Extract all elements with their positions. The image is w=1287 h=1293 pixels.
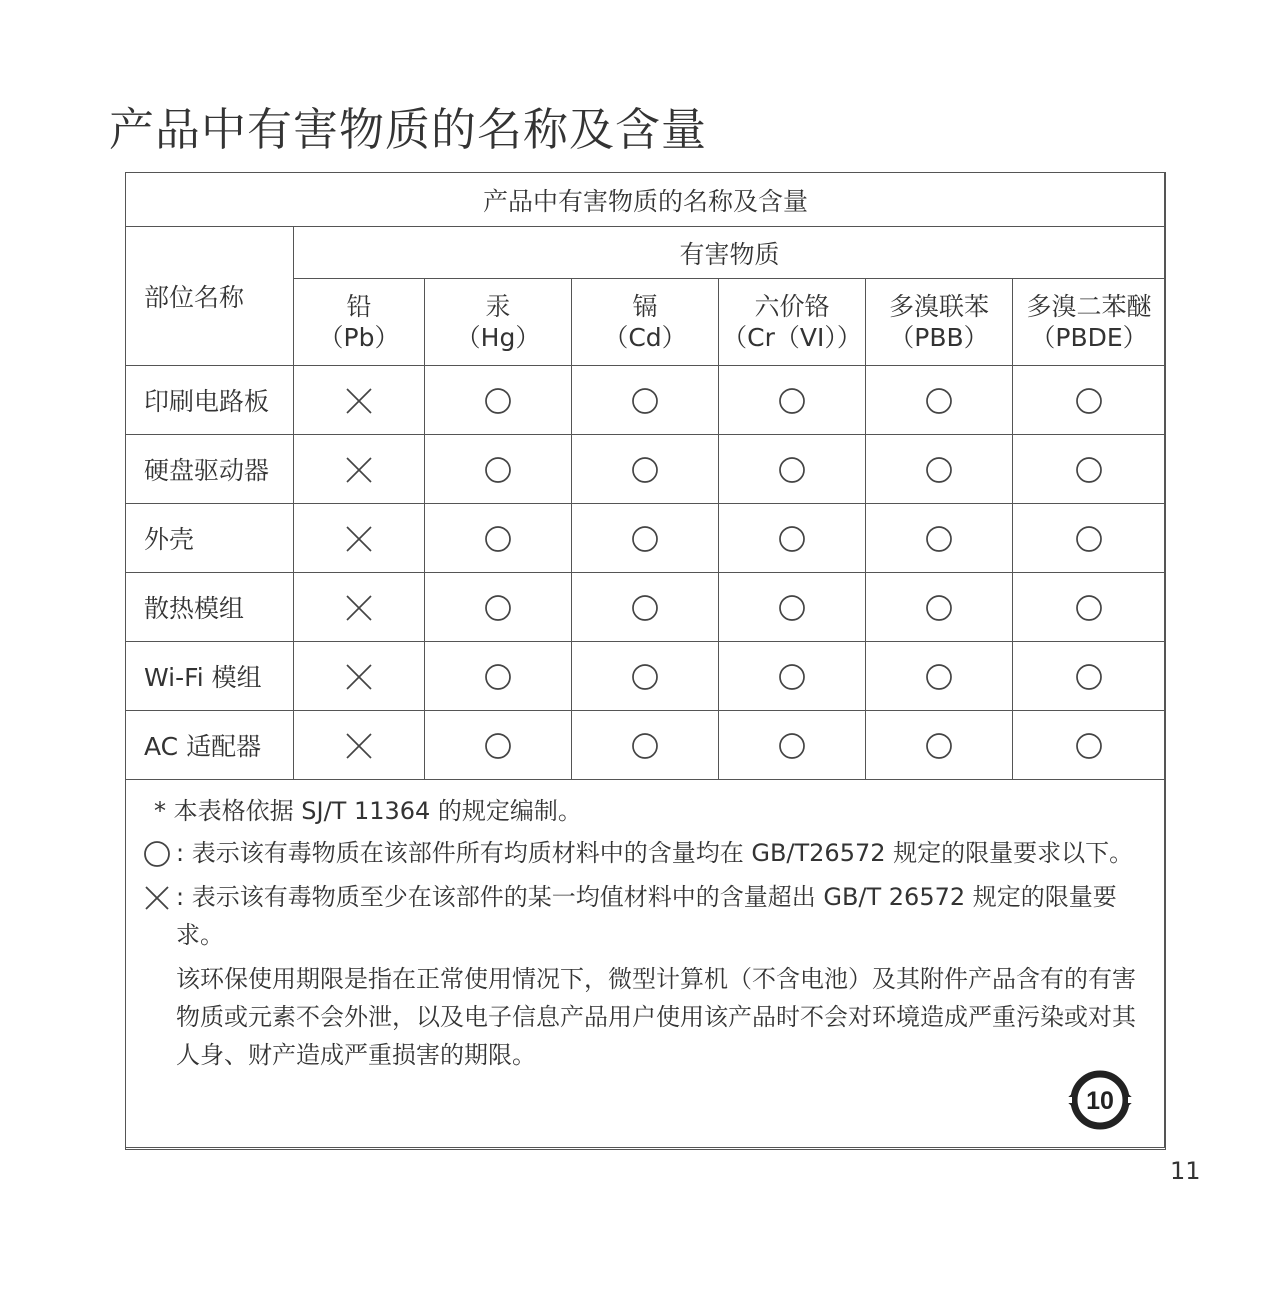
part-name-cell: 外壳 xyxy=(126,504,294,573)
substance-cell xyxy=(294,435,425,504)
table-caption: 产品中有害物质的名称及含量 xyxy=(126,173,1166,227)
part-name-header: 部位名称 xyxy=(126,227,294,366)
circle-icon xyxy=(1075,387,1103,415)
cross-icon xyxy=(345,732,373,760)
substance-cell xyxy=(294,711,425,780)
circle-icon xyxy=(631,525,659,553)
substance-cell xyxy=(719,504,866,573)
part-name-cell: 硬盘驱动器 xyxy=(126,435,294,504)
substance-cell xyxy=(572,366,719,435)
substance-cell xyxy=(719,642,866,711)
circle-note xyxy=(140,834,1155,872)
substance-group-header: 有害物质 xyxy=(294,227,1166,279)
substance-cell xyxy=(1013,642,1166,711)
cross-icon xyxy=(345,387,373,415)
circle-icon xyxy=(778,525,806,553)
substance-cell xyxy=(425,711,572,780)
substance-cell xyxy=(1013,573,1166,642)
circle-icon xyxy=(925,732,953,760)
table-row xyxy=(126,366,1166,435)
substance-cell xyxy=(866,435,1013,504)
substance-cell xyxy=(294,366,425,435)
cross-icon xyxy=(142,882,174,914)
circle-icon xyxy=(484,456,512,484)
circle-icon xyxy=(631,663,659,691)
substance-cell xyxy=(866,642,1013,711)
circle-icon xyxy=(631,387,659,415)
circle-icon xyxy=(631,594,659,622)
substance-cell xyxy=(719,711,866,780)
circle-icon xyxy=(142,838,174,870)
table-row xyxy=(126,573,1166,642)
circle-icon xyxy=(778,456,806,484)
cross-icon xyxy=(345,594,373,622)
substance-cell xyxy=(1013,435,1166,504)
substance-cell xyxy=(425,504,572,573)
part-name-cell: AC 适配器 xyxy=(126,711,294,780)
circle-icon xyxy=(925,525,953,553)
efup-value: 10 xyxy=(1086,1087,1114,1115)
substance-cell xyxy=(1013,366,1166,435)
standard-note: * 本表格依据 SJ/T 11364 的规定编制。 xyxy=(154,797,582,825)
substance-cell xyxy=(866,504,1013,573)
cross-note xyxy=(140,878,1155,954)
circle-icon xyxy=(484,732,512,760)
substance-cell xyxy=(425,366,572,435)
cross-icon xyxy=(345,663,373,691)
circle-icon xyxy=(778,594,806,622)
circle-icon xyxy=(925,456,953,484)
circle-icon xyxy=(1075,525,1103,553)
substance-cell xyxy=(866,573,1013,642)
circle-icon xyxy=(631,456,659,484)
substance-cell xyxy=(425,573,572,642)
table-row xyxy=(126,504,1166,573)
circle-icon xyxy=(778,387,806,415)
table-row xyxy=(126,435,1166,504)
cross-icon xyxy=(345,525,373,553)
substance-cell xyxy=(425,642,572,711)
substance-cell xyxy=(719,366,866,435)
substance-cell xyxy=(572,642,719,711)
substance-cell xyxy=(572,573,719,642)
efup-10-icon xyxy=(1063,1070,1137,1130)
circle-icon xyxy=(484,663,512,691)
circle-icon xyxy=(925,387,953,415)
cross-note-text: : 表示该有毒物质至少在该部件的某一均值材料中的含量超出 GB/T 26572 规定的限量要求。 xyxy=(176,883,1117,949)
circle-icon xyxy=(1075,663,1103,691)
substance-header-cadmium: 镉 （Cd） xyxy=(572,279,719,366)
substance-cell xyxy=(719,573,866,642)
page-title: 产品中有害物质的名称及含量 xyxy=(109,103,708,156)
circle-icon xyxy=(1075,732,1103,760)
table-row xyxy=(126,642,1166,711)
substance-cell xyxy=(866,711,1013,780)
substance-cell xyxy=(294,573,425,642)
notes xyxy=(140,792,1155,1074)
part-name-cell: Wi-Fi 模组 xyxy=(126,642,294,711)
substance-cell xyxy=(572,711,719,780)
substance-header-pbb: 多溴联苯 （PBB） xyxy=(866,279,1013,366)
substance-cell xyxy=(425,435,572,504)
substance-cell xyxy=(866,366,1013,435)
substance-header-lead: 铅 （Pb） xyxy=(294,279,425,366)
circle-icon xyxy=(484,387,512,415)
substance-header-pbde: 多溴二苯醚 （PBDE） xyxy=(1013,279,1166,366)
page-number: 11 xyxy=(1170,1157,1201,1185)
part-name-cell: 散热模组 xyxy=(126,573,294,642)
substance-cell xyxy=(572,504,719,573)
circle-icon xyxy=(925,663,953,691)
substance-header-chromium: 六价铬 （Cr（VI）） xyxy=(719,279,866,366)
table-body xyxy=(126,366,1166,780)
circle-icon xyxy=(484,525,512,553)
substance-cell xyxy=(719,435,866,504)
substance-cell xyxy=(294,504,425,573)
substance-cell xyxy=(572,435,719,504)
substance-cell xyxy=(1013,504,1166,573)
circle-icon xyxy=(1075,594,1103,622)
circle-icon xyxy=(778,663,806,691)
circle-icon xyxy=(925,594,953,622)
table-row xyxy=(126,711,1166,780)
cross-icon xyxy=(345,456,373,484)
eco-period-note: 该环保使用期限是指在正常使用情况下，微型计算机（不含电池）及其附件产品含有的有害物质或元素不会外泄，以及电子信息产品用户使用该产品时不会对环境造成严重污染或对其人身、财产造成严重损害的期限。 xyxy=(176,965,1136,1069)
circle-icon xyxy=(631,732,659,760)
substance-cell xyxy=(1013,711,1166,780)
substance-cell xyxy=(294,642,425,711)
circle-icon xyxy=(484,594,512,622)
circle-icon xyxy=(778,732,806,760)
circle-note-text: : 表示该有毒物质在该部件所有均质材料中的含量均在 GB/T26572 规定的限量要求以下。 xyxy=(176,839,1134,867)
part-name-cell: 印刷电路板 xyxy=(126,366,294,435)
substance-header-mercury: 汞 （Hg） xyxy=(425,279,572,366)
circle-icon xyxy=(1075,456,1103,484)
